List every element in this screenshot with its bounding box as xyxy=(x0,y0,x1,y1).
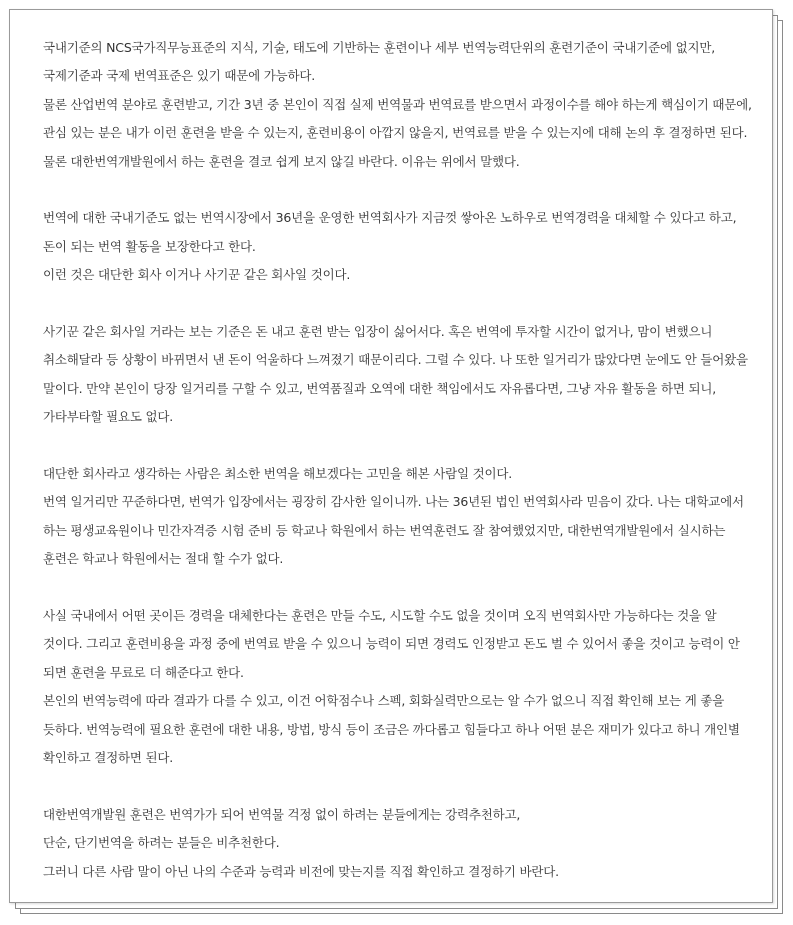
body-line: 사실 국내에서 어떤 곳이든 경력을 대체한다는 훈련은 만들 수도, 시도할 수도 없을 것이며 오직 번역회사만 가능하다는 것을 알 것이다. 그리고 훈련비용을 과정 중에 번역료 받을 수 있으니 능력이 되면 경력도 인정받고 돈도 벌 수 있어서 좋을 것이고 능력이 안 되면 훈련을 무료로 더 해준다고 한다. xyxy=(43,608,740,680)
body-line: 물론 산업번역 분야로 훈련받고, 기간 3년 중 본인이 직접 실제 번역물과 번역료를 받으면서 과정이수를 해야 하는게 핵심이기 때문에, 관심 있는 분은 내가 이런 훈련을 받을 수 있는지, 훈련비용이 아깝지 않을지, 번역료를 받을 수 있는지에 대해 논의 후 결정하면 된다. 물론 대한번역개발원에서 하는 훈련을 결코 쉽게 보지 않길 바란다. 이유는 위에서 말했다. xyxy=(43,96,752,169)
body-line: 대한번역개발원 훈련은 번역가가 되어 번역물 걱정 없이 하려는 분들에게는 강력추천하고, xyxy=(43,806,521,822)
body-line: 본인의 번역능력에 따라 결과가 다를 수 있고, 이건 어학점수나 스펙, 회화실력만으로는 알 수가 없으니 직접 확인해 보는 게 좋을 듯하다. 번역능력에 필요한 훈련에 대한 내용, 방법, 방식 등이 조금은 까다롭고 힘들다고 하나 어떤 분은 재미가 있다고 하니 개인별 확인하고 결정하면 된다. xyxy=(43,693,740,766)
paragraph-gap xyxy=(43,176,755,204)
body-line: 국내기준의 NCS국가직무능표준의 지식, 기술, 태도에 기반하는 훈련이나 세부 번역능력단위의 훈련기준이 국내기준에 없지만, 국제기준과 국제 번역표준은 있기 때문에 가능하다. xyxy=(43,40,715,84)
body-line: 이런 것은 대단한 회사 이거나 사기꾼 같은 회사일 것이다. xyxy=(43,267,351,283)
paragraph-gap xyxy=(43,574,755,602)
paragraph-gap xyxy=(43,773,755,801)
paragraph-gap xyxy=(43,290,755,318)
body-line: 대단한 회사라고 생각하는 사람은 최소한 번역을 해보겠다는 고민을 해본 사람일 것이다. xyxy=(43,466,513,482)
document-body xyxy=(43,34,755,886)
document-page xyxy=(9,9,773,903)
body-line: 단순, 단기번역을 하려는 분들은 비추천한다. xyxy=(43,835,280,851)
body-line: 번역 일거리만 꾸준하다면, 번역가 입장에서는 굉장히 감사한 일이니까. 나는 36년된 법인 번역회사라 믿음이 갔다. 나는 대학교에서 하는 평생교육원이나 민간자격증 시험 준비 등 학교나 학원에서 하는 번역훈련도 잘 참여했었지만, 대한번역개발원에서 실시하는 훈련은 학교나 학원에서는 절대 할 수가 없다. xyxy=(43,494,744,567)
paragraph-gap xyxy=(43,432,755,460)
body-line: 그러니 다른 사람 말이 아닌 나의 수준과 능력과 비전에 맞는지를 직접 확인하고 결정하기 바란다. xyxy=(43,863,559,879)
body-line: 번역에 대한 국내기준도 없는 번역시장에서 36년을 운영한 번역회사가 지금껏 쌓아온 노하우로 번역경력을 대체할 수 있다고 하고, 돈이 되는 번역 활동을 보장한다고 한다. xyxy=(43,210,737,254)
body-line: 사기꾼 같은 회사일 거라는 보는 기준은 돈 내고 훈련 받는 입장이 싫어서다. 혹은 번역에 투자할 시간이 없거나, 맘이 변했으니 취소해달라 등 상황이 바뀌면서 낸 돈이 억울하다 느껴졌기 때문이리다. 그럴 수 있다. 나 또한 일거리가 많았다면 눈에도 안 들어왔을 말이다. 만약 본인이 당장 일거리를 구할 수 있고, 번역품질과 오역에 대한 책임에서도 자유롭다면, 그냥 자유 활동을 하면 되니, 가타부타할 필요도 없다. xyxy=(43,324,748,425)
